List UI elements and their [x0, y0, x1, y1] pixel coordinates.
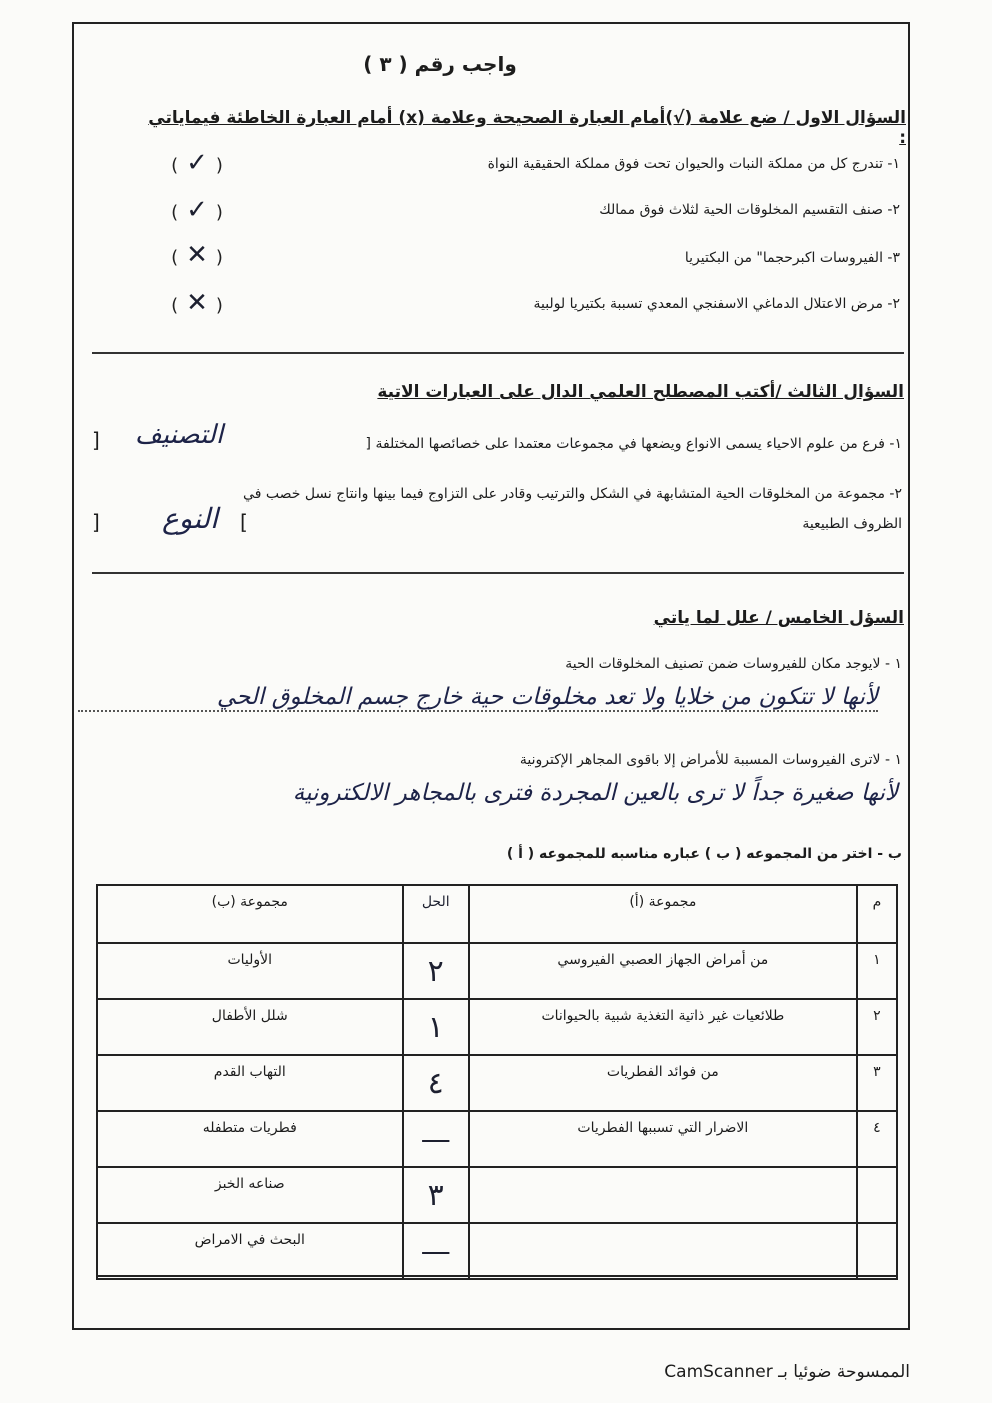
row-num: ١ — [857, 943, 897, 999]
q3-answer-1[interactable]: التصنيف — [134, 420, 224, 450]
partb-heading: ب - اختر من المجموعه ( ب ) عباره مناسبه للمجموعه ( أ ) — [506, 846, 902, 862]
q1-answer-1[interactable]: ( ✓ ) — [171, 148, 223, 178]
q5-answer-1[interactable]: لأنها لا تتكون من خلايا ولا تعد مخلوقات حية خارج جسم المخلوق الحي — [78, 684, 878, 712]
q3-statement-2-line1: ٢- مجموعة من المخلوقات الحية المتشابهة في الشكل والترتيب وقادر على التزاوج فيما بينها وانتاج نسل خصب في — [243, 486, 902, 502]
table-row — [97, 1167, 897, 1223]
q1-answer-4[interactable]: ( ✕ ) — [171, 288, 223, 318]
q3-answer-2[interactable]: النوع — [162, 502, 218, 535]
header-num: م — [857, 885, 897, 943]
q5-statement-1: ١ - لايوجد مكان للفيروسات ضمن تصنيف المخلوقات الحية — [565, 656, 902, 672]
divider — [92, 352, 904, 354]
q5-answer-2[interactable]: لأنها صغيرة جداً لا ترى بالعين المجردة فترى بالمجاهر الالكترونية — [292, 780, 898, 806]
page-title: واجب رقم ( ٣ ) — [363, 52, 517, 76]
row-group-a: الاضرار التي تسببها الفطريات — [469, 1111, 857, 1167]
row-group-b: شلل الأطفال — [97, 999, 403, 1055]
bracket-close: ] — [92, 510, 100, 534]
table-row — [97, 1223, 897, 1279]
table-header-row — [97, 885, 897, 943]
table-row — [97, 1055, 897, 1111]
q1-answer-3[interactable]: ( ✕ ) — [171, 240, 223, 270]
check-icon: ✓ — [186, 148, 208, 178]
row-num: ٤ — [857, 1111, 897, 1167]
q5-statement-2: ١ - لاترى الفيروسات المسببة للأمراض إلا باقوى المجاهر الإكترونية — [519, 752, 902, 768]
q1-statement-1: ١- تندرج كل من مملكة النبات والحيوان تحت فوق مملكة الحقيقية النواة — [487, 156, 900, 172]
cross-icon: ✕ — [186, 240, 208, 270]
row-group-b: صناعه الخبز — [97, 1167, 403, 1223]
header-group-a: مجموعة (أ) — [469, 885, 857, 943]
matching-table — [96, 884, 898, 1280]
q1-heading: السؤال الاول / ضع علامة (√)أمام العبارة الصحيحة وعلامة (x) أمام العبارة الخاطئة فيماياتي : — [148, 108, 906, 148]
q1-statement-2: ٢- صنف التقسيم المخلوقات الحية لثلاث فوق ممالك — [599, 202, 900, 218]
divider — [92, 572, 904, 574]
q3-statement-2-line2: الظروف الطبيعية — [802, 516, 902, 532]
q1-statement-3: ٣- الفيروسات اكبرحجما" من البكتيريا — [684, 250, 900, 266]
row-group-b: فطريات متطفله — [97, 1111, 403, 1167]
q1-answer-2[interactable]: ( ✓ ) — [171, 195, 223, 225]
cross-icon: ✕ — [186, 288, 208, 318]
table-row — [97, 999, 897, 1055]
row-num: ٢ — [857, 999, 897, 1055]
q1-statement-4: ٢- مرض الاعتلال الدماغي الاسفنجي المعدي تسببة بكتيريا لولبية — [533, 296, 900, 312]
row-solution[interactable]: ٤ — [403, 1055, 469, 1111]
row-solution[interactable]: — — [403, 1111, 469, 1167]
header-solution: الحل — [403, 885, 469, 943]
row-num: ٣ — [857, 1055, 897, 1111]
row-group-a: طلائعيات غير ذاتية التغذية شبية بالحيوانات — [469, 999, 857, 1055]
bracket-open: [ — [240, 510, 248, 534]
q3-heading: السؤال الثالث /أكتب المصطلح العلمي الدال على العبارات الاتية — [377, 382, 904, 402]
table-row — [97, 943, 897, 999]
row-group-a: من فوائد الفطريات — [469, 1055, 857, 1111]
row-group-a — [469, 1167, 857, 1223]
bracket-close: ] — [92, 428, 100, 452]
row-group-b: التهاب القدم — [97, 1055, 403, 1111]
row-solution[interactable]: — — [403, 1223, 469, 1279]
row-group-a: من أمراض الجهاز العصبي الفيروسي — [469, 943, 857, 999]
row-group-a — [469, 1223, 857, 1279]
table-row — [97, 1111, 897, 1167]
q3-statement-1: ١- فرع من علوم الاحياء يسمى الانواع ويضعها في مجموعات معتمدا على خصائصها المختلفة [ — [365, 436, 902, 452]
q5-heading: السؤل الخامس / علل لما ياتي — [653, 608, 904, 628]
header-group-b: مجموعة (ب) — [97, 885, 403, 943]
row-solution[interactable]: ١ — [403, 999, 469, 1055]
row-group-b: البحث في الامراض — [97, 1223, 403, 1279]
row-num — [857, 1223, 897, 1279]
row-solution[interactable]: ٣ — [403, 1167, 469, 1223]
row-num — [857, 1167, 897, 1223]
check-icon: ✓ — [186, 195, 208, 225]
row-group-b: الأوليات — [97, 943, 403, 999]
scanner-footer: الممسوحة ضوئيا بـ CamScanner — [664, 1362, 910, 1382]
row-solution[interactable]: ٢ — [403, 943, 469, 999]
